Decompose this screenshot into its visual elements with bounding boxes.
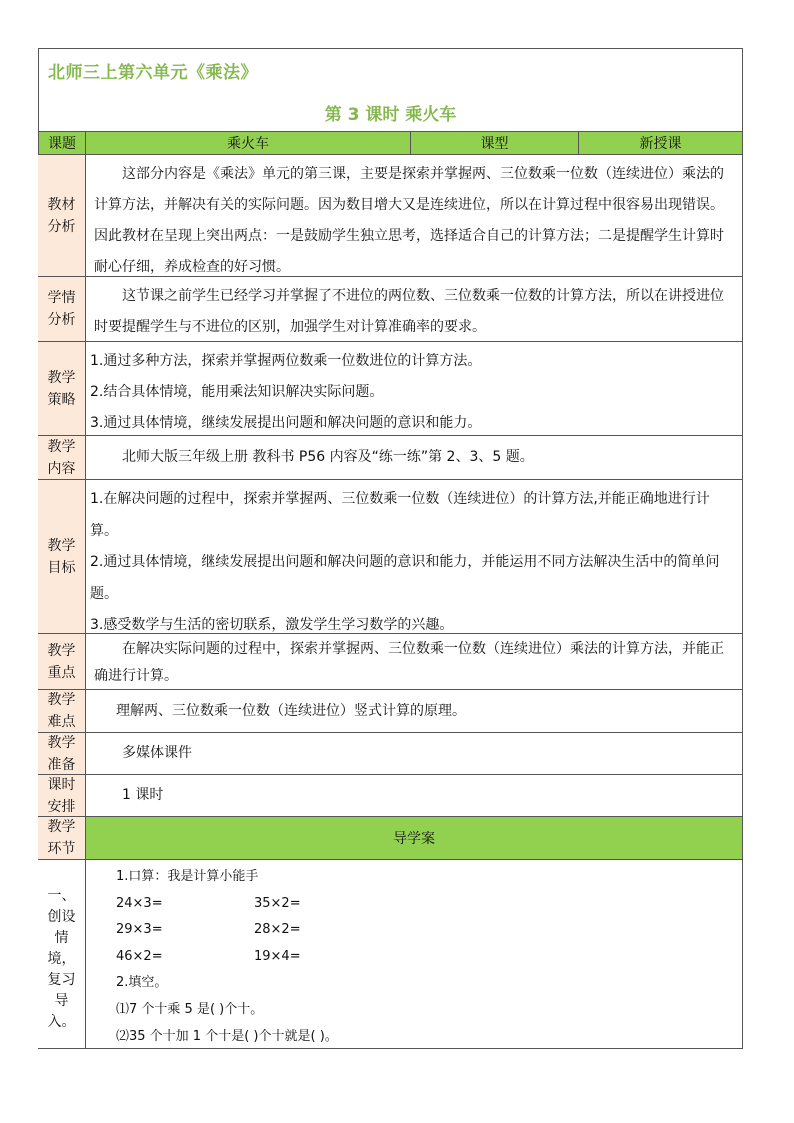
- oral-calc-title: 1.口算：我是计算小能手: [116, 869, 259, 884]
- calc-row: [116, 891, 734, 918]
- students-label: 学情分析: [38, 277, 86, 342]
- focus-text: 在解决实际问题的过程中，探索并掌握两、三位数乘一位数（连续进位）乘法的计算方法，并能正确进行计算。: [86, 634, 743, 690]
- strategy-item: 2.结合具体情境，能用乘法知识解决实际问题。: [90, 384, 384, 400]
- material-label: 教材分析: [38, 155, 86, 277]
- topic-value: 乘火车: [86, 132, 411, 155]
- calc-item: 35×2=: [254, 895, 301, 911]
- goals-label: 教学目标: [38, 480, 86, 634]
- content-text: 北师大版三年级上册 教科书 P56 内容及“练一练”第 2、3、5 题。: [86, 436, 743, 480]
- strategy-label: 教学策略: [38, 342, 86, 436]
- content-label: 教学内容: [38, 436, 86, 480]
- section1-content: [86, 860, 743, 1049]
- calc-item: 46×2=: [116, 948, 163, 964]
- material-text: 这部分内容是《乘法》单元的第三课，主要是探索并掌握两、三位数乘一位数（连续进位）乘法的计算方法，并解决有关的实际问题。因为数目增大又是连续进位，所以在计算过程中很容易出现错误。因此教材在呈现上突出两点：一是鼓励学生独立思考，选择适合自己的计算方法；二是提醒学生计算时耐心仔细，养成检查的好习惯。: [86, 155, 743, 277]
- goal-item: 1.在解决问题的过程中，探索并掌握两、三位数乘一位数（连续进位）的计算方法,并能正确地进行计算。: [90, 491, 710, 539]
- calc-item: 24×3=: [116, 895, 163, 911]
- calc-item: 19×4=: [254, 948, 301, 964]
- difficulty-text: 理解两、三位数乘一位数（连续进位）竖式计算的原理。: [86, 690, 743, 733]
- fill-item: ⑴7 个十乘 5 是( )个十。: [116, 1001, 264, 1017]
- schedule-text: 1 课时: [86, 775, 743, 817]
- fill-title: 2.填空。: [116, 975, 168, 991]
- calc-item: 29×3=: [116, 922, 163, 938]
- unit-title: 北师三上第六单元《乘法》: [48, 63, 258, 83]
- lesson-title: 第 3 课时 乘火车: [324, 105, 457, 125]
- prep-label: 教学准备: [38, 733, 86, 775]
- calc-item: 28×2=: [254, 922, 301, 938]
- goal-item: 2.通过具体情境，继续发展提出问题和解决问题的意识和能力，并能运用不同方法解决生活中的简单问题。: [90, 554, 720, 602]
- calc-row: [116, 944, 734, 971]
- strategy-item: 3.通过具体情境，继续发展提出问题和解决问题的意识和能力。: [90, 415, 482, 431]
- table-header: [38, 48, 743, 132]
- prep-text: 多媒体课件: [86, 733, 743, 775]
- stages-value: 导学案: [86, 817, 743, 860]
- type-label: 课型: [411, 132, 579, 155]
- difficulty-label: 教学难点: [38, 690, 86, 733]
- goal-item: 3.感受数学与生活的密切联系，激发学生学习数学的兴趣。: [90, 617, 454, 633]
- strategy-item: 1.通过多种方法，探索并掌握两位数乘一位数进位的计算方法。: [90, 353, 482, 369]
- calc-row: [116, 917, 734, 944]
- fill-item: ⑵35 个十加 1 个十是( )个十就是( )。: [116, 1028, 338, 1044]
- strategy-list: [86, 342, 743, 436]
- type-value: 新授课: [579, 132, 743, 155]
- topic-label: 课题: [38, 132, 86, 155]
- schedule-label: 课时安排: [38, 775, 86, 817]
- focus-label: 教学重点: [38, 634, 86, 690]
- section1-label: 一、创设情境，复习导入。: [38, 860, 86, 1049]
- stages-label: 教学环节: [38, 817, 86, 860]
- students-text: 这节课之前学生已经学习并掌握了不进位的两位数、三位数乘一位数的计算方法，所以在讲授进位时要提醒学生与不进位的区别，加强学生对计算准确率的要求。: [86, 277, 743, 342]
- goals-list: [86, 480, 743, 634]
